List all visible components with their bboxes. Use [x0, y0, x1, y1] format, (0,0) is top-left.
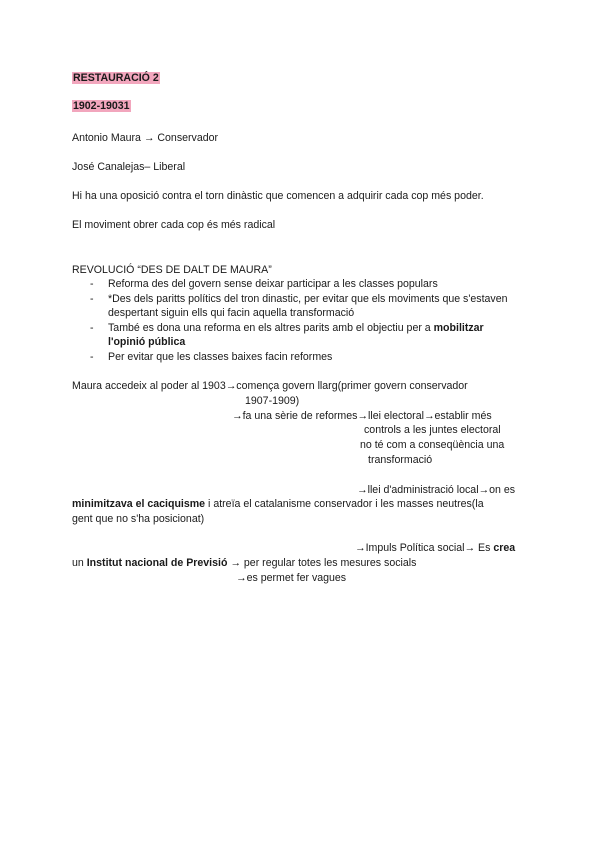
- bullet-3-bold: mobilitzar: [433, 322, 484, 334]
- title: [72, 72, 160, 85]
- bullet-3-text: També es dona una reforma en els altres parits amb el objectiu per a: [108, 322, 434, 334]
- admin-text: i atreïa el catalanisme conservador i les masses neutres(la: [205, 498, 484, 510]
- bullet-dash: -: [90, 293, 94, 305]
- bullet-1: Reforma des del govern sense deixar participar a les classes populars: [108, 278, 438, 290]
- impuls-text-3: → per regular totes les mesures socials: [227, 557, 417, 569]
- bullet-dash: -: [90, 322, 94, 334]
- admin-line-2: [72, 498, 484, 511]
- bullet-3-line-1: [108, 322, 484, 335]
- title-highlight: RESTAURACIÓ 2: [73, 72, 159, 84]
- admin-line-1: →llei d'administració local→on es: [357, 484, 516, 496]
- bullet-2-line-1: *Des dels paritts polítics del tron dinastic, per evitar que els moviments que s'estaven: [108, 293, 508, 305]
- reforms-line-2: controls a les juntes electoral: [364, 424, 501, 436]
- admin-bold: minimitzava el caciquisme: [72, 498, 206, 510]
- admin-line-3: gent que no s'ha posicionat): [72, 513, 205, 525]
- bullet-4: Per evitar que les classes baixes facin reformes: [108, 351, 333, 363]
- impuls-line-3: →es permet fer vagues: [236, 572, 347, 584]
- revolution-heading: REVOLUCIÓ “DES DE DALT DE MAURA”: [72, 264, 272, 276]
- reforms-line-4: transformació: [368, 454, 433, 466]
- reforms-line-3: no té com a conseqüència una: [360, 439, 505, 451]
- bullet-2-line-2: despertant siguin ells qui facin aquella transformació: [108, 307, 355, 319]
- impuls-bold-2: Institut nacional de Previsió: [86, 557, 228, 569]
- reforms-line-1: →fa una sèrie de reformes→llei electoral→establir més: [232, 410, 492, 422]
- period-heading: [72, 100, 131, 113]
- bullet-dash: -: [90, 278, 94, 290]
- impuls-line-1: [355, 542, 515, 555]
- maura-access-line-1: Maura accedeix al poder al 1903→comença govern llarg(primer govern conservador: [72, 380, 468, 392]
- impuls-line-2: [72, 557, 416, 570]
- maura-access-line-2: 1907-1909): [245, 395, 300, 407]
- impuls-text-2: un: [72, 557, 87, 569]
- workers-paragraph: El moviment obrer cada cop és més radical: [72, 219, 276, 231]
- period-highlight: 1902-19031: [73, 100, 130, 112]
- bullet-3-bold-2: l'opinió pública: [108, 336, 186, 348]
- bullet-3-line-2: [108, 336, 185, 349]
- impuls-text: →Impuls Política social→ Es: [355, 542, 494, 554]
- canalejas-line: José Canalejas– Liberal: [72, 161, 186, 173]
- impuls-bold: crea: [493, 542, 516, 554]
- bullet-dash: -: [90, 351, 94, 363]
- maura-line: Antonio Maura → Conservador: [72, 132, 219, 144]
- opposition-paragraph: Hi ha una oposició contra el torn dinàstic que comencen a adquirir cada cop més poder.: [72, 190, 484, 202]
